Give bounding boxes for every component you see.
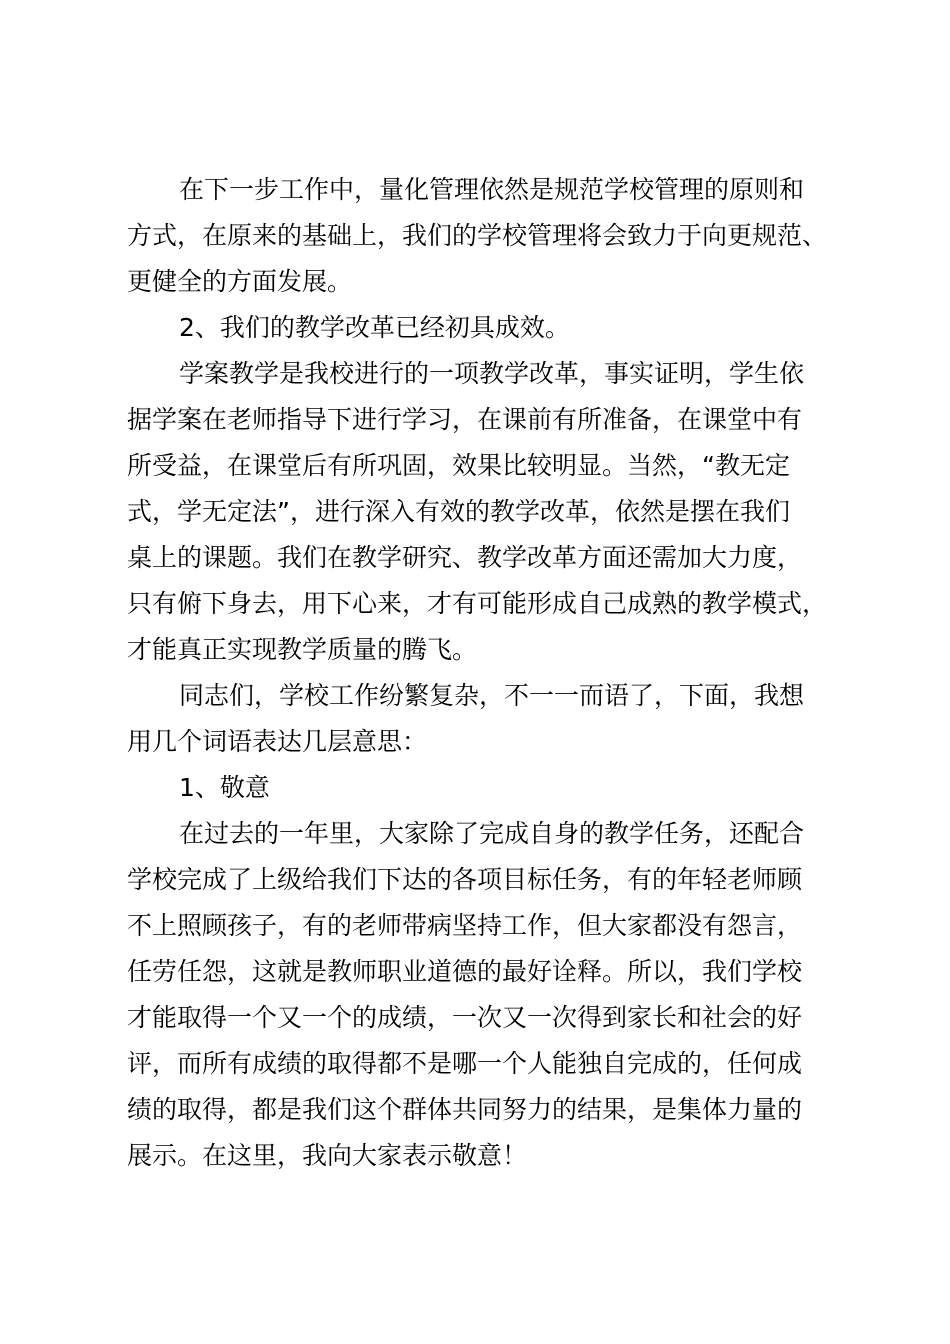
section-heading: 1、敬意 [179, 773, 270, 802]
text-line: 不上照顾孩子，有的老师带病坚持工作，但大家都没有怨言， [127, 911, 803, 940]
text-line: 学案教学是我校进行的一项教学改革，事实证明，学生依 [179, 359, 805, 388]
text-line: 展示。在这里，我向大家表示敬意！ [127, 1141, 528, 1170]
document-body [127, 167, 847, 1179]
text-line: 只有俯下身去，用下心来，才有可能形成自己成熟的教学模式， [127, 589, 828, 618]
text-line: 绩的取得，都是我们这个群体共同努力的结果，是集体力量的 [127, 1095, 803, 1124]
text-line: 所受益，在课堂后有所巩固，效果比较明显。当然，“教无定 [127, 451, 790, 480]
text-line: 方式，在原来的基础上，我们的学校管理将会致力于向更规范、 [127, 221, 828, 250]
text-line: 任劳任怨，这就是教师职业道德的最好诠释。所以，我们学校 [127, 957, 803, 986]
text-line: 据学案在老师指导下进行学习，在课前有所准备，在课堂中有 [127, 405, 803, 434]
text-line: 学校完成了上级给我们下达的各项目标任务，有的年轻老师顾 [127, 865, 803, 894]
text-line: 才能取得一个又一个的成绩，一次又一次得到家长和社会的好 [127, 1003, 803, 1032]
text-line: 同志们，学校工作纷繁复杂，不一一而语了，下面，我想 [179, 681, 805, 710]
text-line: 才能真正实现教学质量的腾飞。 [127, 635, 478, 664]
text-line: 桌上的课题。我们在教学研究、教学改革方面还需加大力度， [127, 543, 803, 572]
text-line: 在下一步工作中，量化管理依然是规范学校管理的原则和 [179, 175, 805, 204]
section-heading: 2、我们的教学改革已经初具成效。 [179, 313, 570, 342]
text-line: 评，而所有成绩的取得都不是哪一个人能独自完成的，任何成 [127, 1049, 803, 1078]
text-line: 式，学无定法”，进行深入有效的教学改革，依然是摆在我们 [127, 497, 790, 526]
text-line: 更健全的方面发展。 [127, 267, 353, 296]
text-line: 在过去的一年里，大家除了完成自身的教学任务，还配合 [179, 819, 805, 848]
text-line: 用几个词语表达几层意思： [127, 727, 428, 756]
